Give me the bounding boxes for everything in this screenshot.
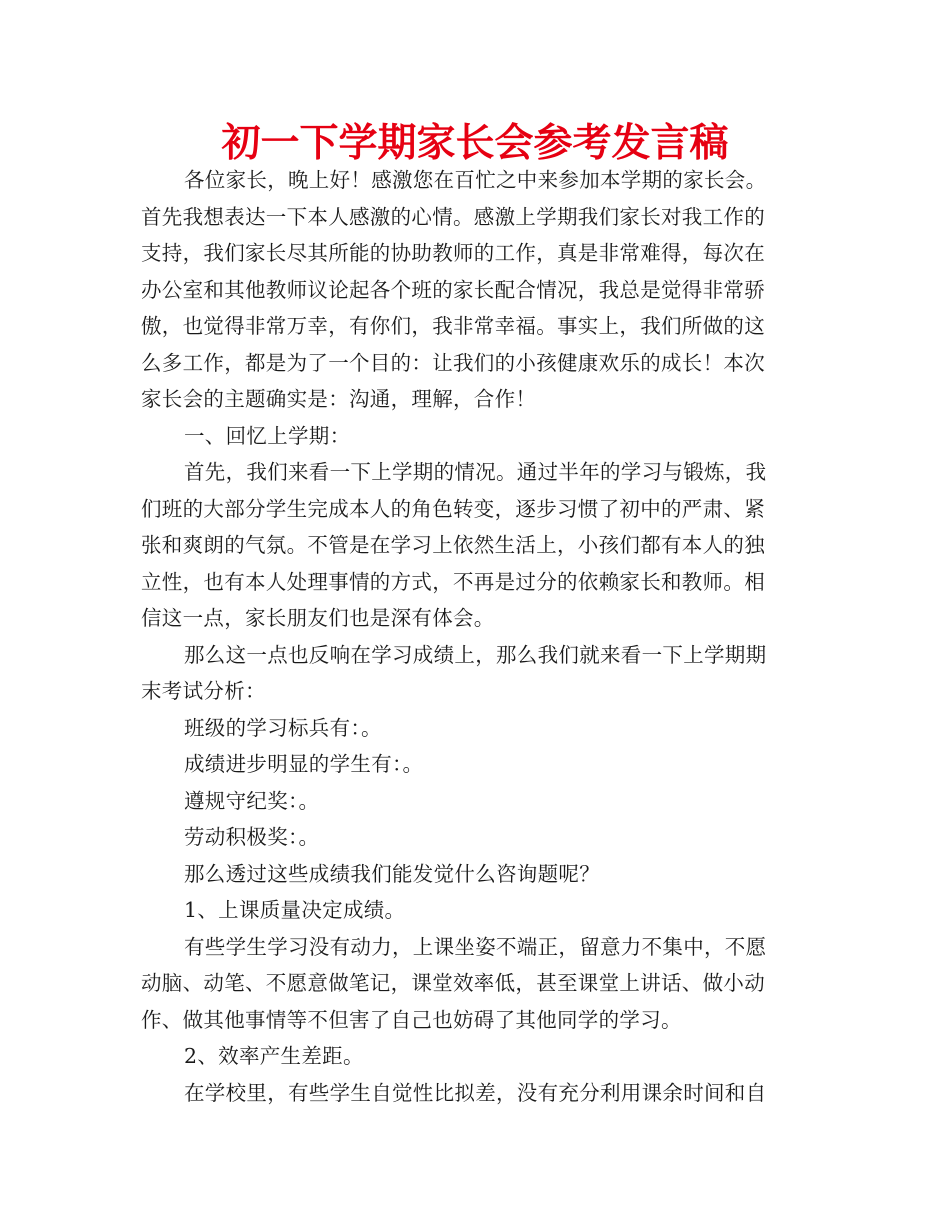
text-line: 那么这一点也反响在学习成绩上，那么我们就来看一下上学期期 xyxy=(184,642,767,667)
text-line: 那么透过这些成绩我们能发觉什么咨询题呢？ xyxy=(184,861,600,886)
document-title: 初一下学期家长会参考发言稿 xyxy=(221,121,729,166)
text-line: 信这一点，家长朋友们也是深有体会。 xyxy=(141,606,495,630)
text-line: 们班的大部分学生完成本人的角色转变，逐步习惯了初中的严肃、紧 xyxy=(141,496,765,521)
text-line: 劳动积极奖：。 xyxy=(184,825,320,849)
text-line: 傲，也觉得非常万幸，有你们，我非常幸福。事实上，我们所做的这 xyxy=(141,314,765,338)
text-line: 立性，也有本人处理事情的方式，不再是过分的依赖家长和教师。相 xyxy=(141,569,765,594)
text-line: 一、回忆上学期： xyxy=(184,423,351,448)
text-line: 首先，我们来看一下上学期的情况。通过半年的学习与锻炼，我 xyxy=(184,460,767,484)
text-line: 张和爽朗的气氛。不管是在学习上依然生活上，小孩们都有本人的独 xyxy=(141,533,765,557)
text-line: 首先我想表达一下本人感激的心情。感激上学期我们家长对我工作的 xyxy=(141,204,765,229)
text-line: 各位家长，晚上好！感激您在百忙之中来参加本学期的家长会。 xyxy=(184,168,767,192)
text-line: 班级的学习标兵有：。 xyxy=(184,715,382,740)
text-line: 成绩进步明显的学生有：。 xyxy=(184,752,424,776)
text-line: 家长会的主题确实是：沟通，理解，合作！ xyxy=(141,387,537,411)
text-line: 支持，我们家长尽其所能的协助教师的工作，真是非常难得，每次在 xyxy=(141,241,765,265)
text-line: 2、效率产生差距。 xyxy=(184,1044,364,1068)
text-line: 作、做其他事情等不但害了自己也妨碍了其他同学的学习。 xyxy=(141,1007,682,1032)
text-line: 1、上课质量决定成绩。 xyxy=(184,898,406,922)
text-line: 末考试分析： xyxy=(141,679,266,703)
text-line: 遵规守纪奖：。 xyxy=(184,788,320,813)
document-body xyxy=(141,162,821,1111)
text-line: 有些学生学习没有动力，上课坐姿不端正，留意力不集中，不愿 xyxy=(184,934,767,959)
text-line: 在学校里，有些学生自觉性比拟差，没有充分利用课余时间和自 xyxy=(184,1080,767,1105)
text-line: 么多工作，都是为了一个目的：让我们的小孩健康欢乐的成长！本次 xyxy=(141,350,765,375)
text-line: 动脑、动笔、不愿意做笔记，课堂效率低，甚至课堂上讲话、做小动 xyxy=(141,971,765,995)
text-line: 办公室和其他教师议论起各个班的家长配合情况，我总是觉得非常骄 xyxy=(141,277,765,302)
